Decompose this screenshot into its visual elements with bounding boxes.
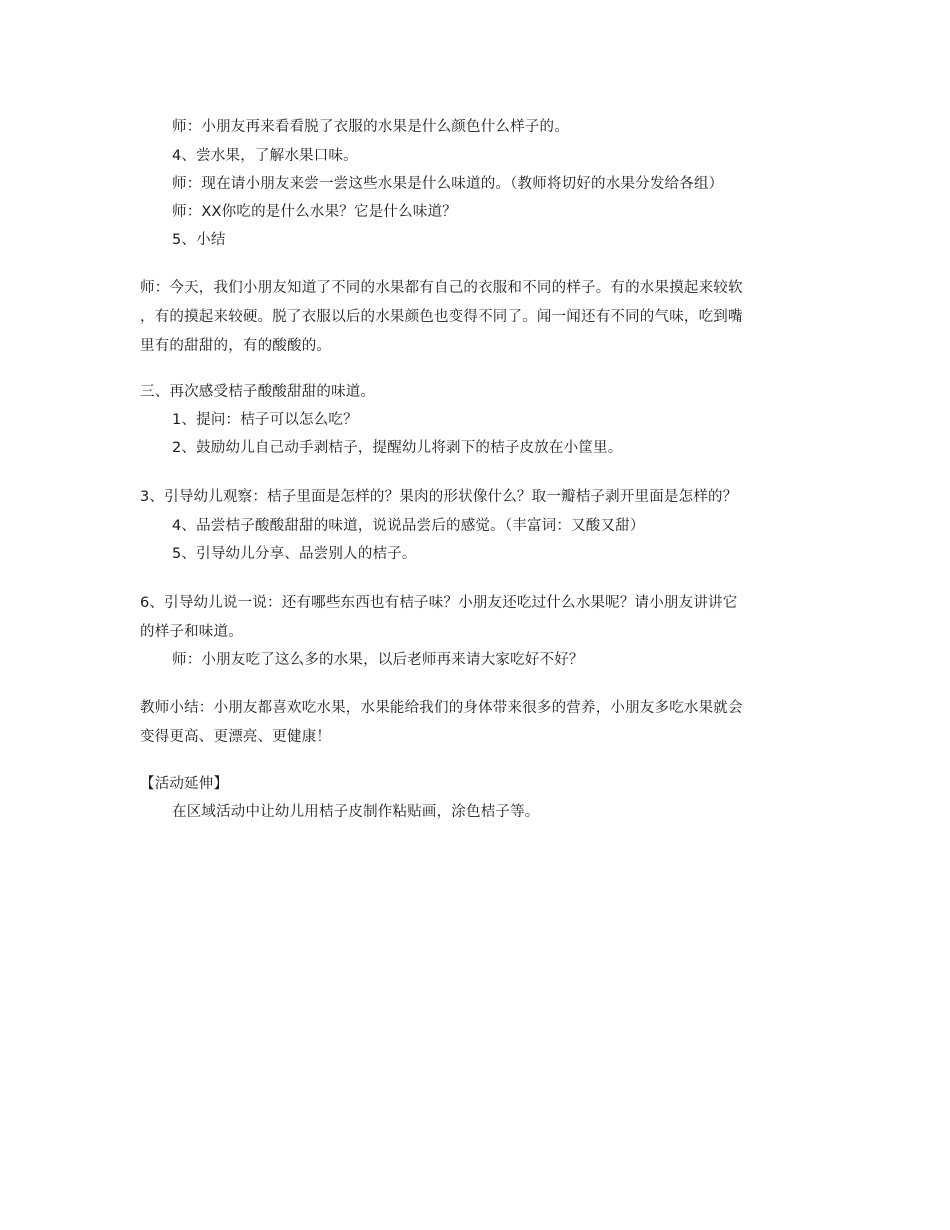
text-line: 1、提问：桔子可以怎么吃？: [172, 412, 358, 428]
text-line: 5、引导幼儿分享、品尝别人的桔子。: [172, 546, 417, 562]
text-line: 3、引导幼儿观察：桔子里面是怎样的？果肉的形状像什么？取一瓣桔子剥开里面是怎样的？: [140, 489, 738, 505]
text-line: 的样子和味道。: [140, 624, 243, 640]
section-heading: 【活动延伸】: [140, 776, 229, 792]
text-line: ，有的摸起来较硬。脱了衣服以后的水果颜色也变得不同了。闻一闻还有不同的气味，吃到嘴: [140, 309, 743, 325]
section-heading: 三、再次感受桔子酸酸甜甜的味道。: [140, 384, 376, 400]
text-line: 师：现在请小朋友来尝一尝这些水果是什么味道的。（教师将切好的水果分发给各组）: [172, 176, 724, 192]
text-line: 变得更高、更漂亮、更健康！: [140, 729, 332, 745]
text-line: 师：XX你吃的是什么水果？它是什么味道？: [172, 204, 457, 220]
text-line: 6、引导幼儿说一说：还有哪些东西也有桔子味？小朋友还吃过什么水果呢？请小朋友讲讲它: [140, 595, 738, 611]
text-line: 师：今天，我们小朋友知道了不同的水果都有自己的衣服和不同的样子。有的水果摸起来较软: [140, 280, 743, 296]
text-line: 师：小朋友吃了这么多的水果，以后老师再来请大家吃好不好？: [172, 652, 584, 668]
text-line: 在区域活动中让幼儿用桔子皮制作粘贴画，涂色桔子等。: [172, 804, 540, 820]
text-line: 2、鼓励幼儿自己动手剥桔子，提醒幼儿将剥下的桔子皮放在小筐里。: [172, 440, 623, 456]
text-line: 4、尝水果，了解水果口味。: [172, 148, 358, 164]
text-line: 教师小结：小朋友都喜欢吃水果，水果能给我们的身体带来很多的营养，小朋友多吃水果就会: [140, 700, 743, 716]
text-line: 师：小朋友再来看看脱了衣服的水果是什么颜色什么样子的。: [172, 119, 569, 135]
text-line: 里有的甜甜的，有的酸酸的。: [140, 338, 332, 354]
text-line: 4、品尝桔子酸酸甜甜的味道，说说品尝后的感觉。（丰富词：又酸又甜）: [172, 518, 645, 534]
text-line: 5、小结: [172, 232, 226, 248]
